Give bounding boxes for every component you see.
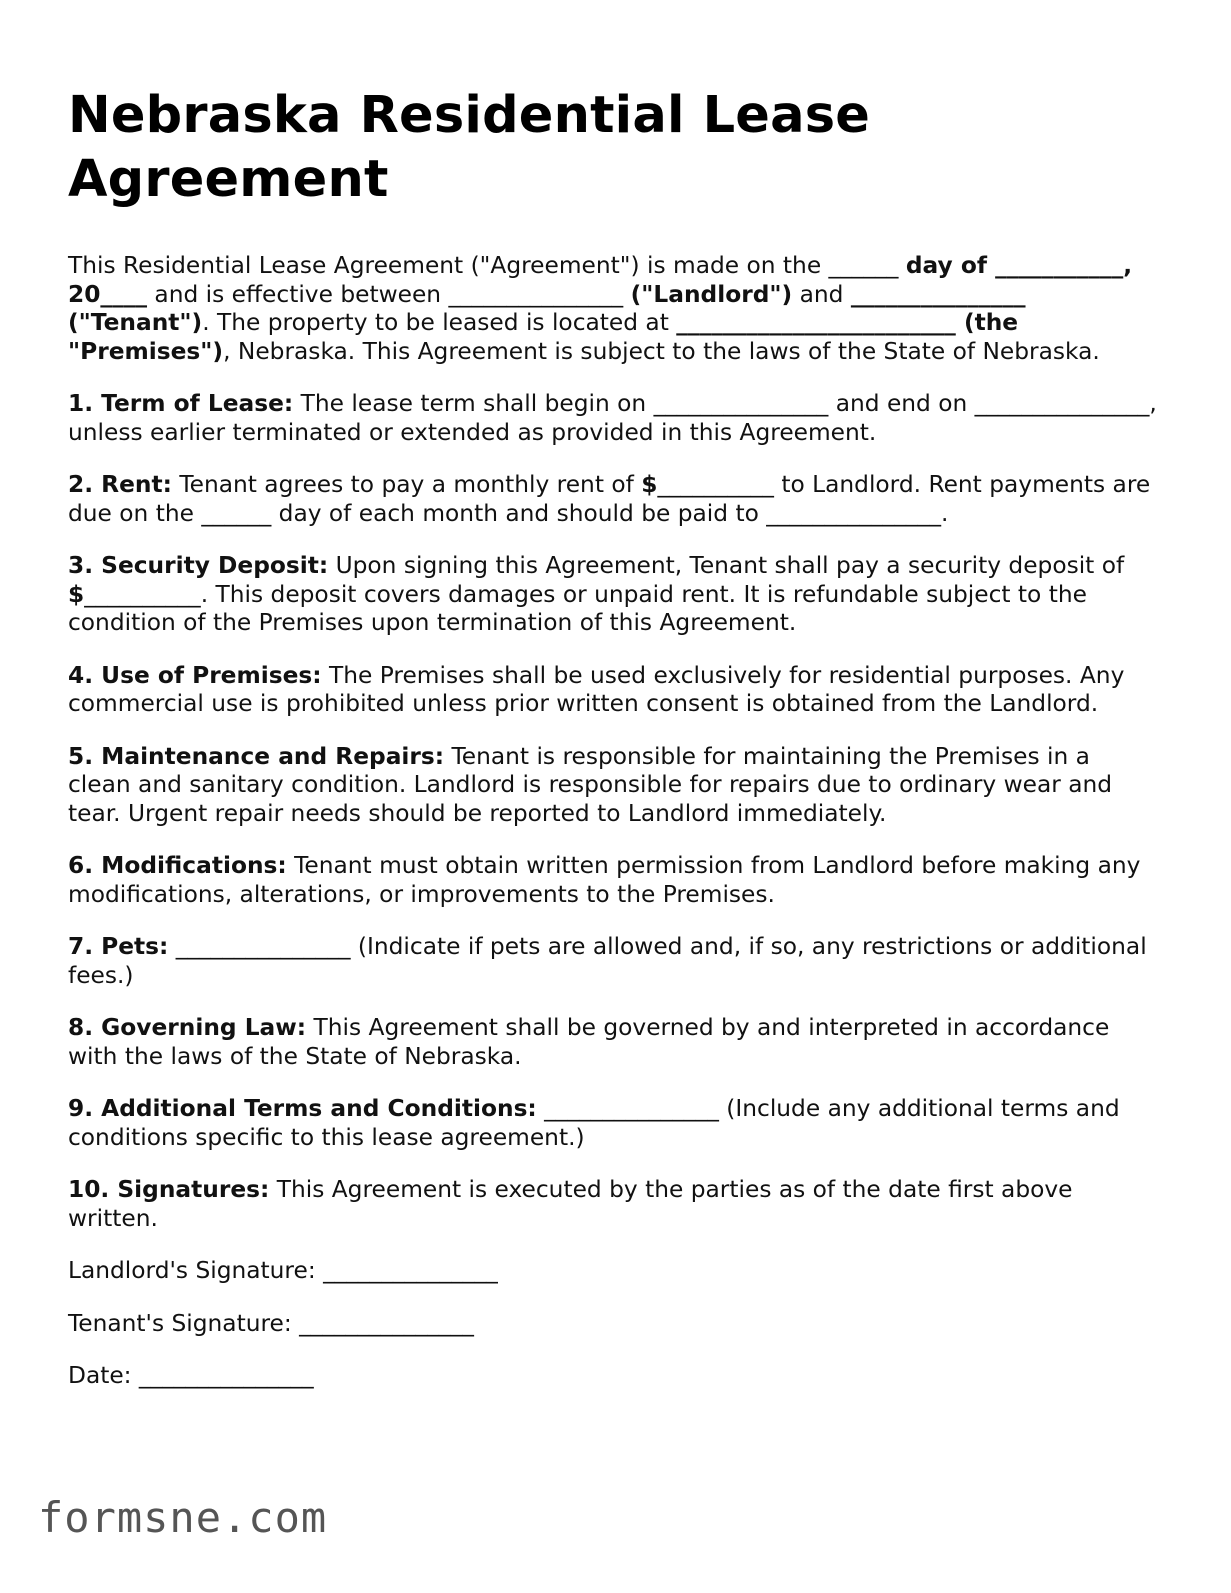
intro-text: This Residential Lease Agreement ("Agreement") is made on the ______: [68, 252, 906, 279]
section-text: _______________ (Include any additional terms and conditions specific to this lease agreement.): [68, 1095, 1120, 1151]
section-modifications: [68, 852, 1158, 909]
intro-bold: ("Landlord"): [630, 280, 793, 308]
document-page: [68, 84, 1158, 1415]
intro-bold: _______________ ("Tenant"): [68, 280, 1026, 336]
section-heading: 1. Term of Lease:: [68, 390, 294, 417]
section-heading: 6. Modifications:: [68, 852, 287, 879]
section-text: This Agreement shall be governed by and interpreted in accordance with the laws of the State of Nebraska.: [68, 1014, 1110, 1070]
section-text: Tenant agrees to pay a monthly rent of: [171, 471, 642, 498]
section-heading: 2. Rent:: [68, 471, 172, 498]
landlord-signature-line: Landlord's Signature: _______________: [68, 1257, 498, 1284]
section-signatures: [68, 1176, 1158, 1233]
section-term-of-lease: [68, 390, 1158, 447]
section-heading: 8. Governing Law:: [68, 1014, 307, 1041]
site-watermark: formsne.com: [38, 1493, 328, 1542]
section-additional-terms: [68, 1095, 1158, 1152]
section-bold: $: [641, 471, 658, 498]
section-text: __________. This deposit covers damages or unpaid rent. It is refundable subject to the condition of the Premises upon termination of this Agreement.: [68, 580, 1087, 636]
section-rent: [68, 471, 1158, 528]
section-text: The Premises shall be used exclusively for residential purposes. Any commercial use is prohibited unless prior written consent is obtained from the Landlord.: [68, 661, 1125, 717]
section-text: The lease term shall begin on _______________ and end on _______________, unless earlier terminated or extended as provided in this Agreement.: [68, 390, 1157, 446]
intro-paragraph: [68, 252, 1158, 366]
section-heading: 4. Use of Premises:: [68, 661, 322, 689]
section-bold: $: [68, 580, 85, 608]
intro-text: . The property to be leased is located at: [202, 309, 677, 336]
document-title: Nebraska Residential Lease Agreement: [68, 86, 871, 209]
section-text: Tenant must obtain written permission from Landlord before making any modifications, alterations, or improvements to the Premises.: [68, 852, 1141, 908]
section-heading: 10. Signatures:: [68, 1176, 270, 1203]
section-text: This Agreement is executed by the parties as of the date first above written.: [68, 1176, 1073, 1232]
section-maintenance-and-repairs: [68, 743, 1158, 829]
section-heading: 9. Additional Terms and Conditions:: [68, 1095, 537, 1122]
section-text: _______________ (Indicate if pets are allowed and, if so, any restrictions or additional fees.): [68, 933, 1147, 989]
intro-text: , Nebraska. This Agreement is subject to the laws of the State of Nebraska.: [223, 337, 1100, 365]
section-heading: 3. Security Deposit:: [68, 552, 329, 579]
section-pets: [68, 933, 1158, 990]
intro-text: and: [792, 280, 851, 308]
tenant-signature-line: Tenant's Signature: _______________: [68, 1309, 474, 1337]
section-use-of-premises: [68, 662, 1158, 719]
date-line: Date: _______________: [68, 1362, 314, 1389]
intro-bold: day of ___________, 20____: [68, 252, 1133, 308]
section-text: __________ to Landlord. Rent payments are due on the ______ day of each month and should be paid to _______________.: [68, 471, 1151, 527]
section-text: Upon signing this Agreement, Tenant shall pay a security deposit of: [328, 552, 1125, 579]
section-text: Tenant is responsible for maintaining the Premises in a clean and sanitary condition. Landlord is responsible for repairs due to ordinary wear and tear. Urgent repair needs should be reported to Landlord immediately.: [68, 742, 1113, 827]
intro-bold: ________________________ (the "Premises"): [68, 309, 1019, 365]
section-governing-law: [68, 1014, 1158, 1071]
section-heading: 7. Pets:: [68, 933, 169, 960]
intro-text: and is effective between _______________: [147, 280, 631, 308]
section-security-deposit: [68, 552, 1158, 638]
section-heading: 5. Maintenance and Repairs:: [68, 742, 445, 770]
